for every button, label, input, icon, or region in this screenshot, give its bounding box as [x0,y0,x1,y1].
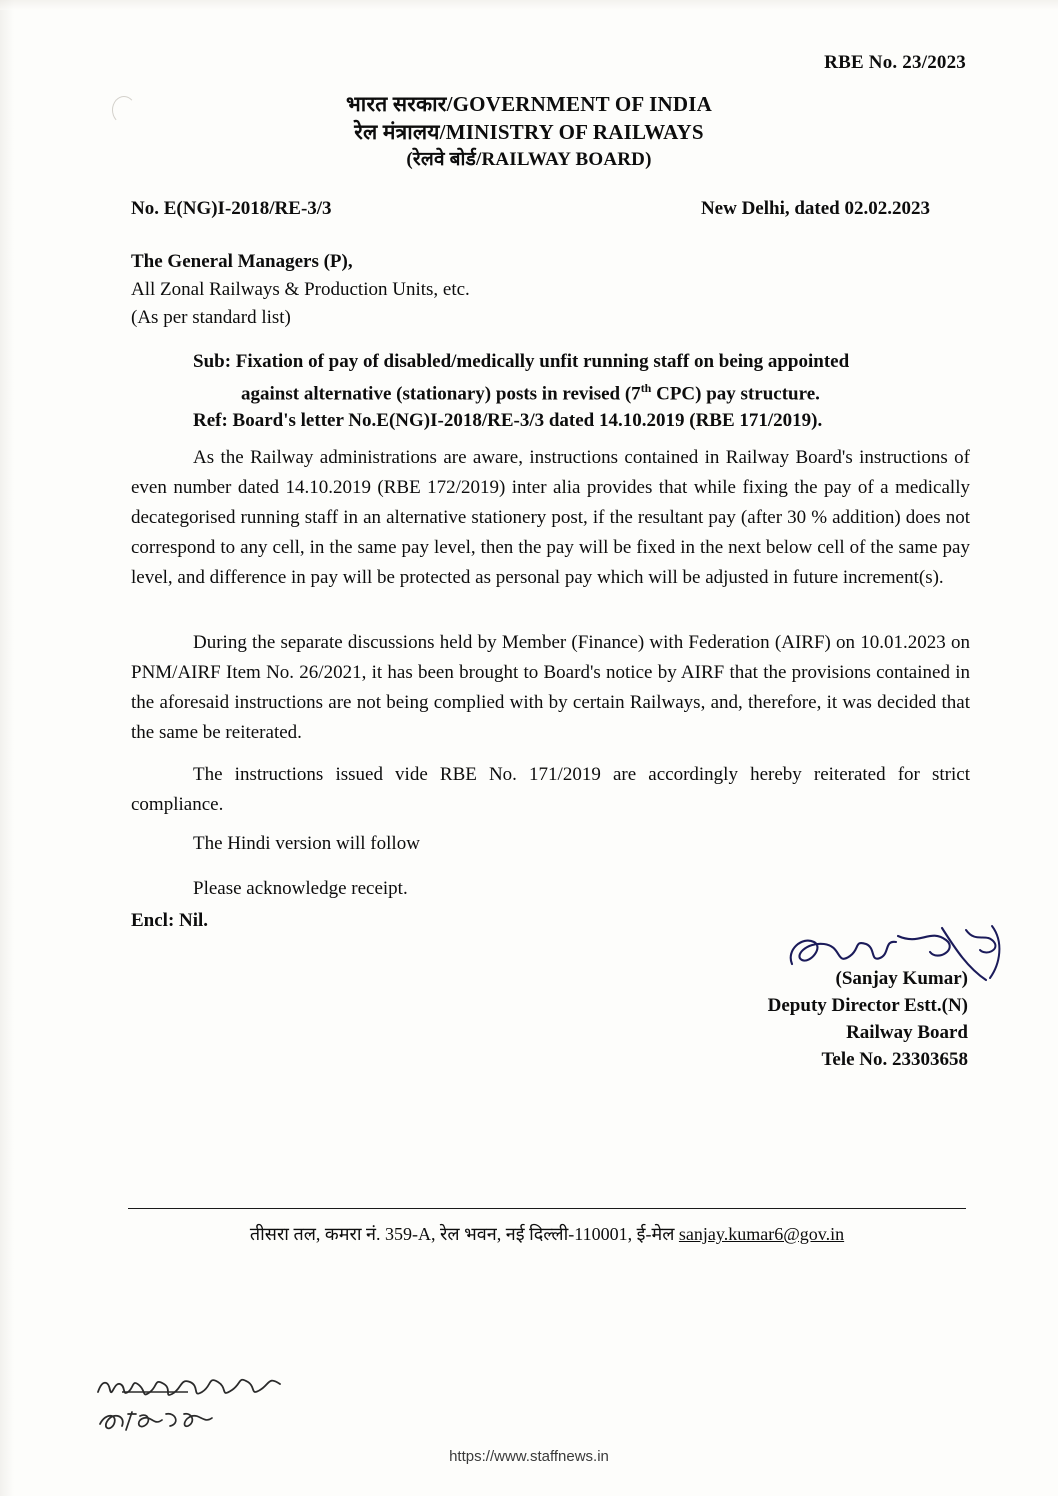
place-and-date: New Delhi, dated 02.02.2023 [700,198,930,219]
subject-line-2a: against alternative (stationary) posts in revised (7 [241,383,641,405]
paragraph-3-text: The instructions issued vide RBE No. 171/2019 are accordingly hereby reiterated for strict compliance. [131,764,970,815]
signatory-telephone: Tele No. 23303658 [821,1049,968,1070]
footer-email-link[interactable]: sanjay.kumar6@gov.in [678,1224,845,1244]
footer-address [128,1222,966,1246]
letter-number: No. E(NG)I-2018/RE-3/3 [131,198,332,219]
subject-block [193,348,968,434]
acknowledge-receipt-note: Please acknowledge receipt. [193,878,408,899]
signature-block [768,965,968,1073]
paragraph-2-text: During the separate discussions held by Member (Finance) with Federation (AIRF) on 10.01.2023 on PNM/AIRF Item No. 26/2021, it has been brought to Board's notice by AIRF that the provisions contained in the aforesaid instructions are not being complied with by certain Railways, and, therefore, it was decided that the same be reiterated. [131,632,970,743]
subject-line-2b: CPC) pay structure. [651,383,820,405]
footer-divider [128,1208,966,1209]
handwritten-margin-note [92,1370,312,1440]
subject-line-2 [193,375,968,407]
subject-reference-line: Ref: Board's letter No.E(NG)I-2018/RE-3/3 dated 14.10.2019 (RBE 171/2019). [193,410,823,432]
addressee-scope: All Zonal Railways & Production Units, etc. [131,279,470,300]
enclosure-note: Encl: Nil. [131,910,209,931]
signatory-organisation: Railway Board [846,1022,968,1043]
signatory-name: (Sanjay Kumar) [835,968,968,989]
addressee-block [131,248,470,332]
footer-address-text: तीसरा तल, कमरा नं. 359-A, रेल भवन, नई दिल्ली-110001, ई-मेल [249,1224,679,1244]
letterhead-line-board: (रेलवे बोर्ड/RAILWAY BOARD) [406,149,652,170]
source-watermark-url: https://www.staffnews.in [449,1448,609,1465]
letterhead [0,90,1058,174]
paragraph-1-text: As the Railway administrations are aware, instructions contained in Railway Board's instructions of even number dated 14.10.2019 (RBE 172/2019) inter alia provides that while fixing the pay of a medically decategorised running staff in an alternative stationery post, if the resultant pay (after 30 % addition) does not correspond to any cell, in the same pay level, then the pay will be fixed in the next below cell of the same pay level, and difference in pay will be protected as personal pay which will be adjusted in future increment(s). [131,447,970,588]
hindi-version-note: The Hindi version will follow [193,833,420,854]
letterhead-line-ministry: रेल मंत्रालय/MINISTRY OF RAILWAYS [354,120,704,144]
paragraph-1 [131,443,970,593]
addressee-title: The General Managers (P), [131,251,353,272]
signatory-designation: Deputy Director Estt.(N) [767,995,968,1016]
paragraph-2 [131,628,970,748]
rbe-number: RBE No. 23/2023 [824,52,966,73]
subject-line-1: Sub: Fixation of pay of disabled/medically unfit running staff on being appointed [193,351,850,372]
paragraph-3 [131,760,970,820]
letterhead-line-government: भारत सरकार/GOVERNMENT OF INDIA [346,92,712,116]
addressee-list-note: (As per standard list) [131,307,291,328]
subject-superscript: th [640,381,652,395]
reference-row [131,198,966,220]
